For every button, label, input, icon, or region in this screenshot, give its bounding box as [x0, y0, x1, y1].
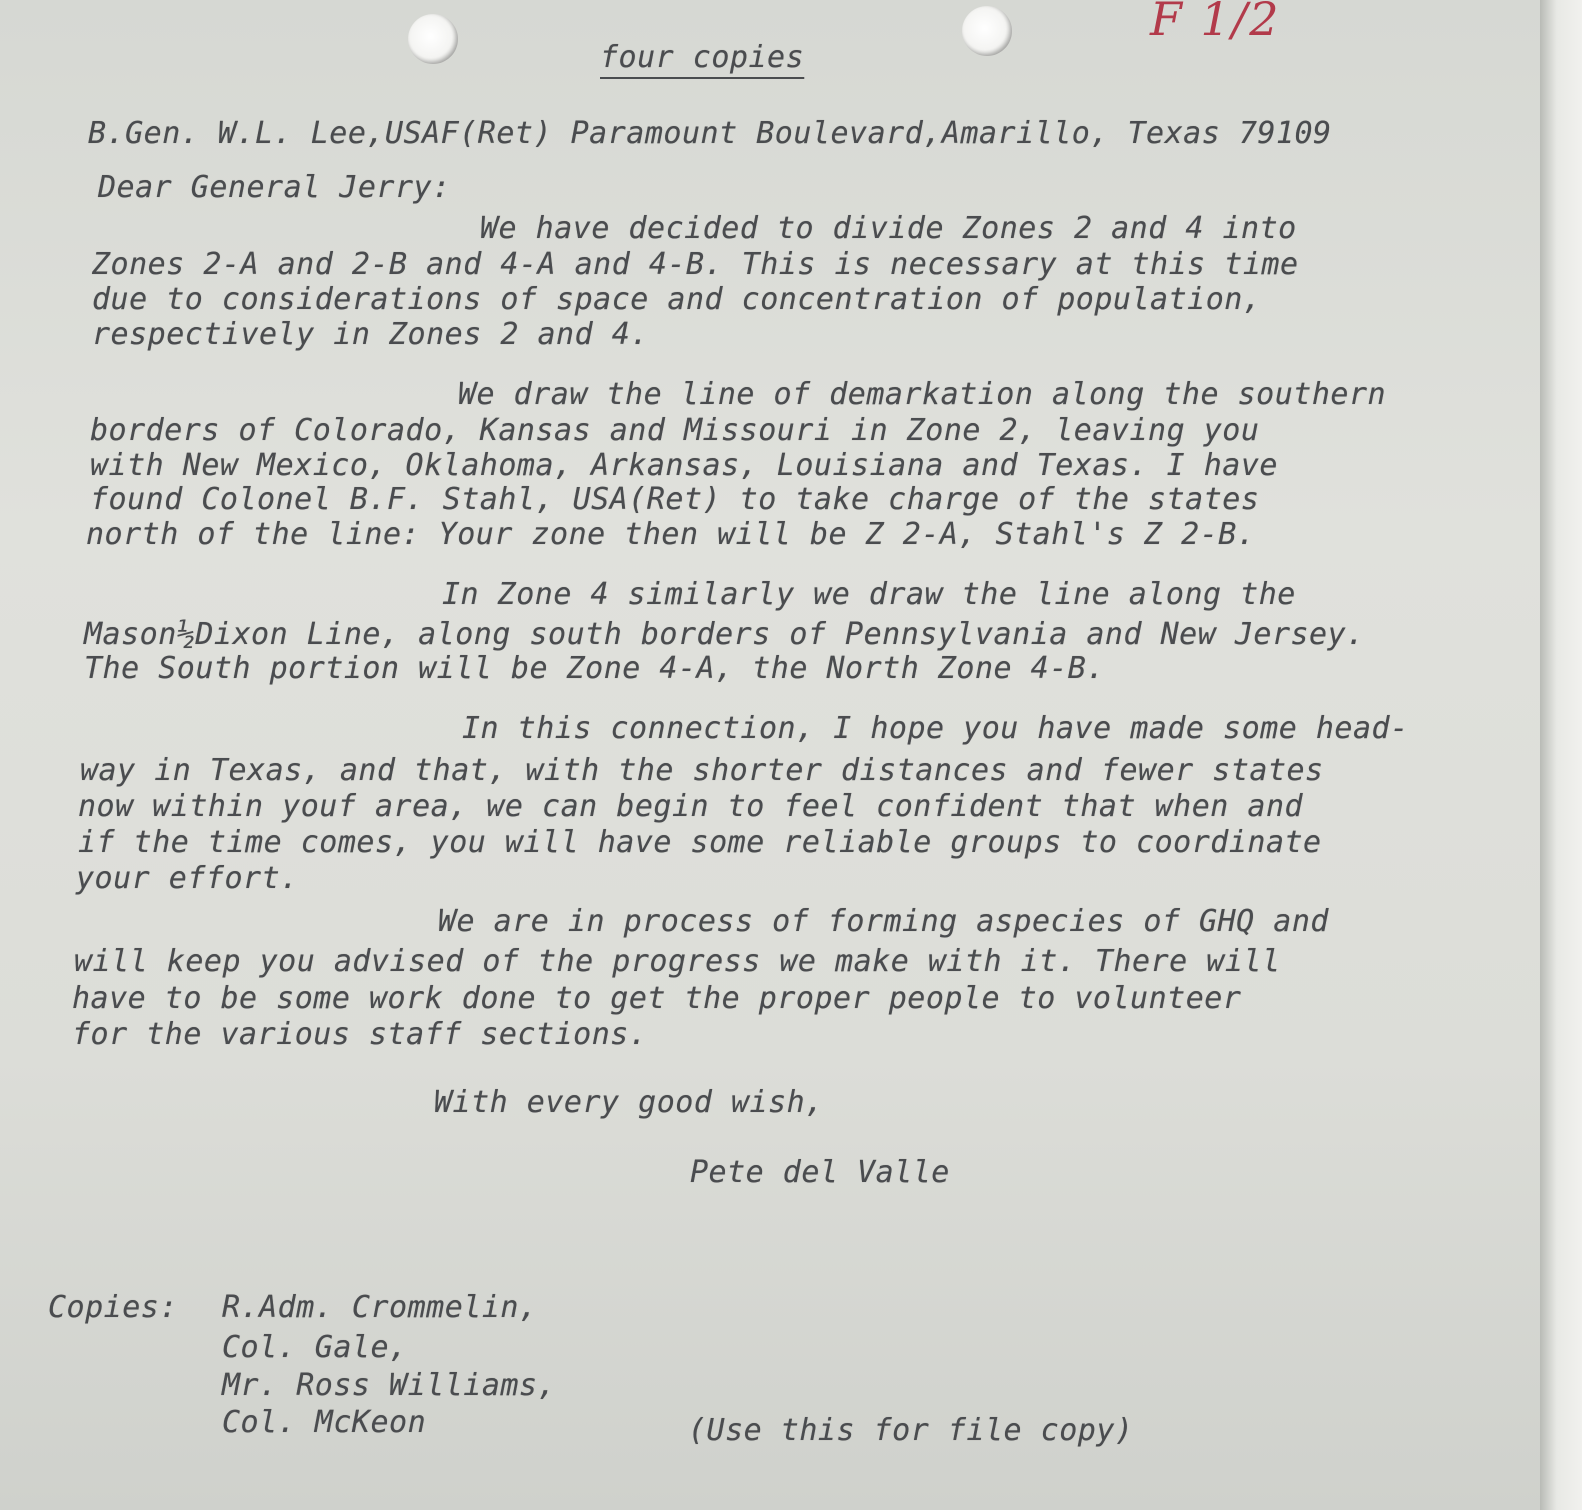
salutation: Dear General Jerry:: [98, 170, 451, 205]
punch-hole-left: [408, 14, 458, 64]
punch-hole-right: [962, 6, 1012, 56]
paragraph-2-line-2: borders of Colorado, Kansas and Missouri in Zone 2, leaving you: [90, 413, 1260, 448]
letter-heading: four copies: [600, 40, 805, 75]
copy-recipient-4: Col. McKeon: [222, 1405, 427, 1440]
paragraph-5-line-2: will keep you advised of the progress we make with it. There will: [74, 944, 1281, 979]
paragraph-4-line-3: now within youf area, we can begin to feel confident that when and: [78, 789, 1304, 824]
copies-label: Copies:: [48, 1290, 178, 1325]
paragraph-4-line-5: your effort.: [76, 861, 299, 896]
paragraph-4-line-2: way in Texas, and that, with the shorter distances and fewer states: [80, 753, 1324, 788]
paragraph-1-line-1: We have decided to divide Zones 2 and 4 into: [480, 211, 1297, 246]
signature-name: Pete del Valle: [690, 1155, 950, 1190]
paragraph-1-line-3: due to considerations of space and concentration of population,: [92, 282, 1262, 317]
paragraph-2-line-4: found Colonel B.F. Stahl, USA(Ret) to take charge of the states: [90, 482, 1260, 517]
copy-recipient-2: Col. Gale,: [222, 1330, 408, 1365]
paragraph-5-line-4: for the various staff sections.: [72, 1017, 648, 1052]
paragraph-2-line-5: north of the line: Your zone then will be Z 2-A, Stahl's Z 2-B.: [86, 517, 1256, 552]
paragraph-5-line-3: have to be some work done to get the proper people to volunteer: [72, 981, 1242, 1016]
closing-line: With every good wish,: [434, 1085, 824, 1120]
copy-recipient-1: R.Adm. Crommelin,: [222, 1290, 538, 1325]
file-copy-note: (Use this for file copy): [688, 1413, 1134, 1448]
copy-recipient-3: Mr. Ross Williams,: [222, 1368, 557, 1403]
paragraph-3-line-3: The South portion will be Zone 4-A, the North Zone 4-B.: [84, 651, 1105, 686]
paragraph-4-line-1: In this connection, I hope you have made some head-: [462, 711, 1409, 746]
handwritten-margin-mark: F 1/2: [1150, 0, 1281, 46]
addressee-line: B.Gen. W.L. Lee,USAF(Ret) Paramount Boulevard,Amarillo, Texas 79109: [88, 116, 1332, 151]
paragraph-4-line-4: if the time comes, you will have some reliable groups to coordinate: [78, 825, 1322, 860]
paragraph-3-line-1: In Zone 4 similarly we draw the line along the: [442, 577, 1296, 612]
paragraph-2-line-1: We draw the line of demarkation along the southern: [458, 377, 1387, 412]
paragraph-3-line-2: Mason½Dixon Line, along south borders of Pennsylvania and New Jersey.: [84, 617, 1365, 652]
paragraph-2-line-3: with New Mexico, Oklahoma, Arkansas, Louisiana and Texas. I have: [90, 448, 1278, 483]
paragraph-5-line-1: We are in process of forming aspecies of GHQ and: [438, 904, 1329, 939]
paragraph-1-line-2: Zones 2-A and 2-B and 4-A and 4-B. This is necessary at this time: [92, 247, 1299, 282]
paper-edge-shadow: [1540, 0, 1582, 1510]
paragraph-1-line-4: respectively in Zones 2 and 4.: [92, 317, 649, 352]
